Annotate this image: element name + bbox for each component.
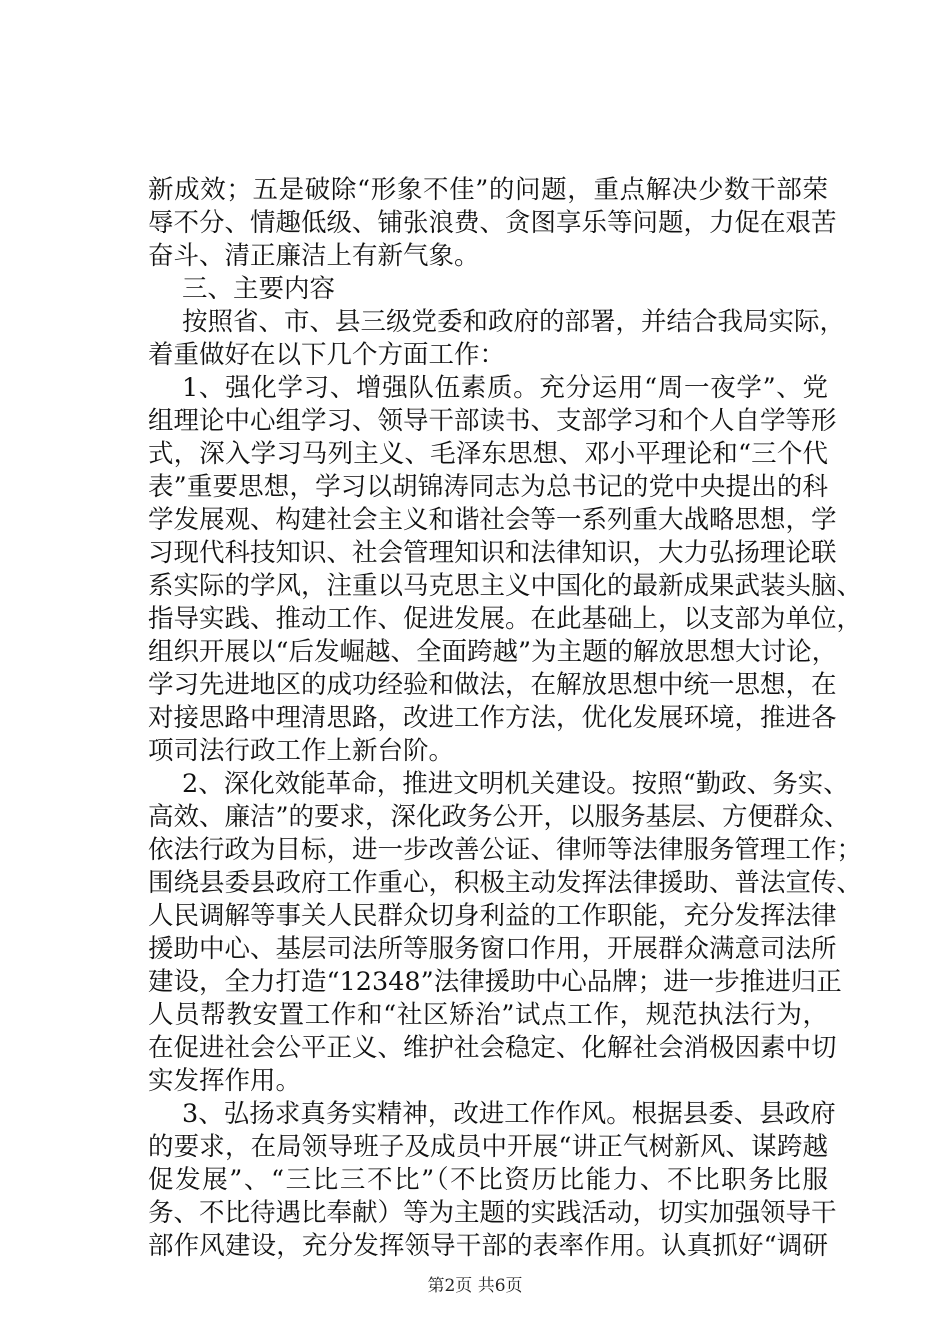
text-line: 项司法行政工作上新台阶。: [148, 736, 455, 766]
text-line: 围绕县委县政府工作重心，积极主动发挥法律援助、普法宣传、: [148, 868, 863, 898]
text-line: 部作风建设，充分发挥领导干部的表率作用。认真抓好“调研: [148, 1231, 828, 1261]
text-line: 学发展观、构建社会主义和谐社会等一系列重大战略思想，学: [148, 505, 837, 535]
text-line: 在促进社会公平正义、维护社会稳定、化解社会消极因素中切: [148, 1033, 837, 1063]
text-line: 促发展”、“三比三不比”（不比资历比能力、不比职务比服: [148, 1165, 828, 1195]
page-number-footer: 第2页 共6页: [427, 1276, 523, 1296]
text-line: 三、主要内容: [182, 274, 336, 304]
text-line: 辱不分、情趣低级、铺张浪费、贪图享乐等问题，力促在艰苦: [148, 208, 837, 238]
text-line: 人民调解等事关人民群众切身利益的工作职能，充分发挥法律: [148, 901, 837, 931]
text-line: 表”重要思想，学习以胡锦涛同志为总书记的党中央提出的科: [148, 472, 828, 502]
text-line: 援助中心、基层司法所等服务窗口作用，开展群众满意司法所: [148, 934, 837, 964]
text-line: 依法行政为目标，进一步改善公证、律师等法律服务管理工作；: [148, 835, 863, 865]
text-line: 按照省、市、县三级党委和政府的部署，并结合我局实际，: [182, 307, 846, 337]
text-line: 习现代科技知识、社会管理知识和法律知识，大力弘扬理论联: [148, 538, 837, 568]
text-line: 奋斗、清正廉洁上有新气象。: [148, 241, 480, 271]
text-line: 指导实践、推动工作、促进发展。在此基础上，以支部为单位，: [148, 604, 863, 634]
text-line: 着重做好在以下几个方面工作：: [148, 340, 506, 370]
text-line: 3、弘扬求真务实精神，改进工作作风。根据县委、县政府: [182, 1099, 836, 1129]
text-line: 组理论中心组学习、领导干部读书、支部学习和个人自学等形: [148, 406, 837, 436]
text-line: 人员帮教安置工作和“社区矫治”试点工作，规范执法行为，: [148, 1000, 828, 1030]
text-line: 系实际的学风，注重以马克思主义中国化的最新成果武装头脑、: [148, 571, 863, 601]
text-line: 的要求，在局领导班子及成员中开展“讲正气树新风、谋跨越: [148, 1132, 828, 1162]
text-line: 对接思路中理清思路，改进工作方法，优化发展环境，推进各: [148, 703, 837, 733]
text-line: 2、深化效能革命，推进文明机关建设。按照“勤政、务实、: [182, 769, 849, 799]
text-line: 1、强化学习、增强队伍素质。充分运用“周一夜学”、党: [182, 373, 828, 403]
text-line: 实发挥作用。: [148, 1066, 302, 1096]
text-line: 务、不比待遇比奉献）等为主题的实践活动，切实加强领导干: [148, 1198, 837, 1228]
text-line: 组织开展以“后发崛越、全面跨越”为主题的解放思想大讨论，: [148, 637, 838, 667]
text-line: 学习先进地区的成功经验和做法，在解放思想中统一思想，在: [148, 670, 837, 700]
document-body: [148, 174, 863, 1263]
text-line: 新成效；五是破除“形象不佳”的问题，重点解决少数干部荣: [148, 175, 828, 205]
text-line: 高效、廉洁”的要求，深化政务公开，以服务基层、方便群众、: [148, 802, 850, 832]
text-line: 式，深入学习马列主义、毛泽东思想、邓小平理论和“三个代: [148, 439, 828, 469]
text-line: 建设，全力打造“12348”法律援助中心品牌；进一步推进归正: [148, 967, 842, 997]
